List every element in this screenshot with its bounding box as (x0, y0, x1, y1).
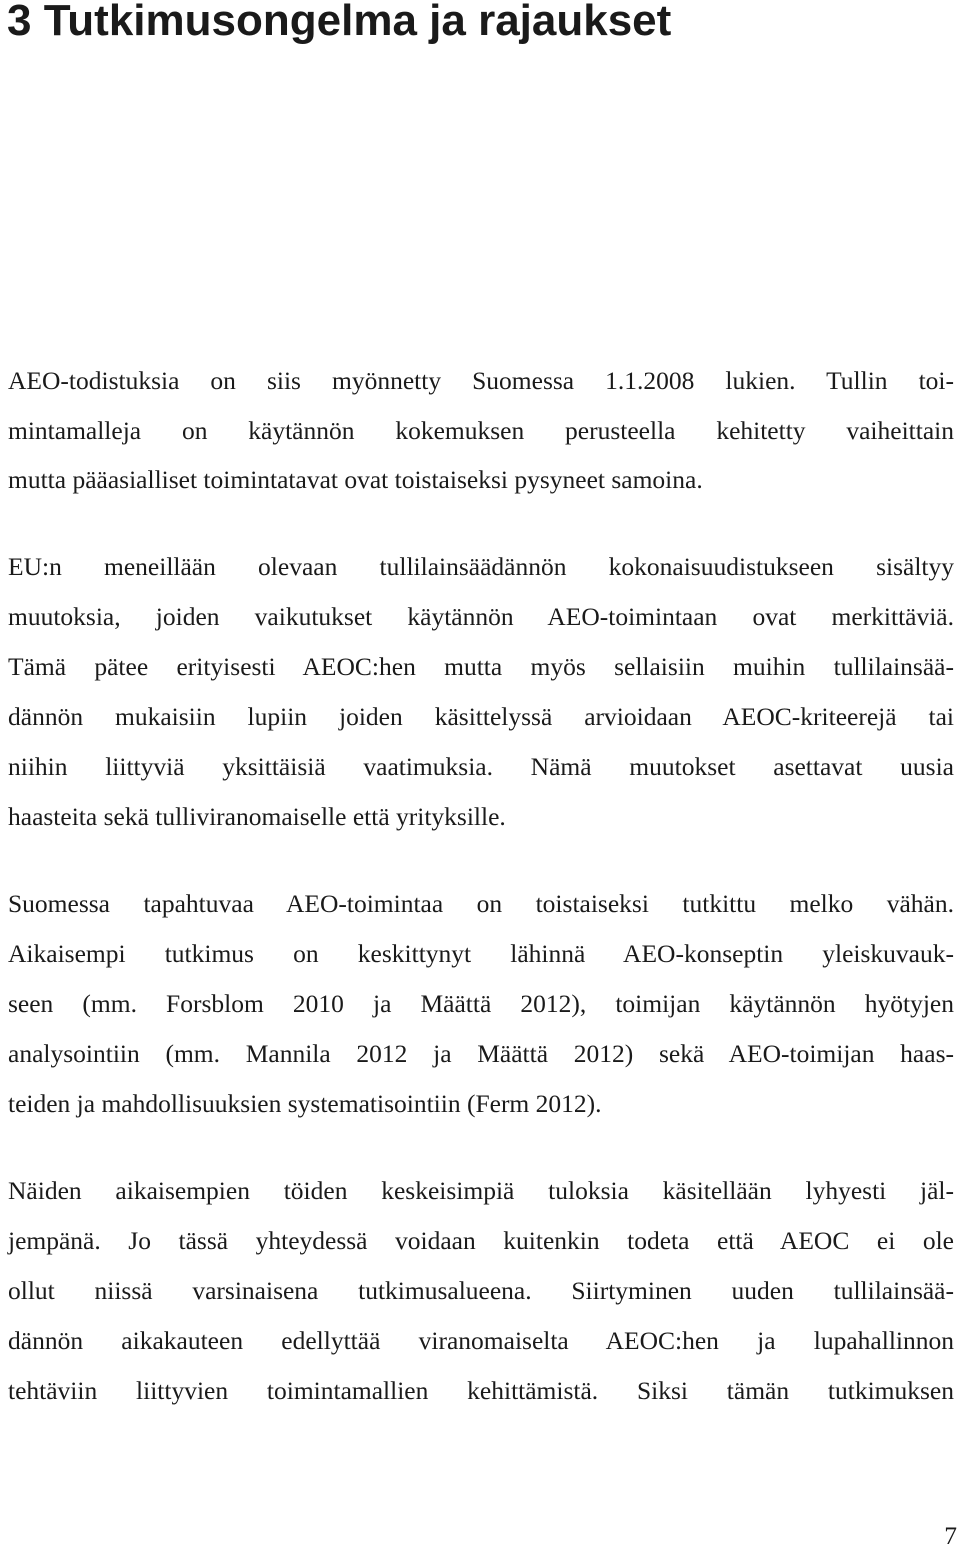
text-line: dännön aikakauteen edellyttää viranomaiselta AEOC:hen ja lupahallinnon (8, 1326, 954, 1355)
text-line: Aikaisempi tutkimus on keskittynyt lähinnä AEO-konseptin yleiskuvauk- (8, 939, 954, 968)
text-line: jempänä. Jo tässä yhteydessä voidaan kuitenkin todeta että AEOC ei ole (8, 1226, 954, 1255)
text-line: mintamalleja on käytännön kokemuksen perusteella kehitetty vaiheittain (8, 416, 954, 445)
text-line: muutoksia, joiden vaikutukset käytännön AEO-toimintaan ovat merkittäviä. (8, 602, 954, 631)
page-number: 7 (944, 1521, 957, 1550)
text-line: niihin liittyviä yksittäisiä vaatimuksia. Nämä muutokset asettavat uusia (8, 752, 954, 781)
section-heading: 3 Tutkimusongelma ja rajaukset (7, 0, 672, 45)
text-line: ollut niissä varsinaisena tutkimusalueena. Siirtyminen uuden tullilainsää- (8, 1276, 954, 1305)
text-line: mutta pääasialliset toimintatavat ovat toistaiseksi pysyneet samoina. (8, 465, 703, 494)
text-line: dännön mukaisiin lupiin joiden käsittelyssä arvioidaan AEOC-kriteerejä tai (8, 702, 954, 731)
text-line: Tämä pätee erityisesti AEOC:hen mutta myös sellaisiin muihin tullilainsää- (8, 652, 954, 681)
text-line: haasteita sekä tulliviranomaiselle että yrityksille. (8, 802, 506, 831)
text-line: AEO-todistuksia on siis myönnetty Suomessa 1.1.2008 lukien. Tullin toi- (8, 366, 954, 395)
text-line: EU:n meneillään olevaan tullilainsäädännön kokonaisuudistukseen sisältyy (8, 552, 954, 581)
text-line: Näiden aikaisempien töiden keskeisimpiä tuloksia käsitellään lyhyesti jäl- (8, 1176, 954, 1205)
text-line: seen (mm. Forsblom 2010 ja Määttä 2012), toimijan käytännön hyötyjen (8, 989, 954, 1018)
text-line: Suomessa tapahtuvaa AEO-toimintaa on toistaiseksi tutkittu melko vähän. (8, 889, 954, 918)
text-line: teiden ja mahdollisuuksien systematisointiin (Ferm 2012). (8, 1089, 602, 1118)
text-line: tehtäviin liittyvien toimintamallien kehittämistä. Siksi tämän tutkimuksen (8, 1376, 954, 1405)
text-line: analysointiin (mm. Mannila 2012 ja Määttä 2012) sekä AEO-toimijan haas- (8, 1039, 954, 1068)
